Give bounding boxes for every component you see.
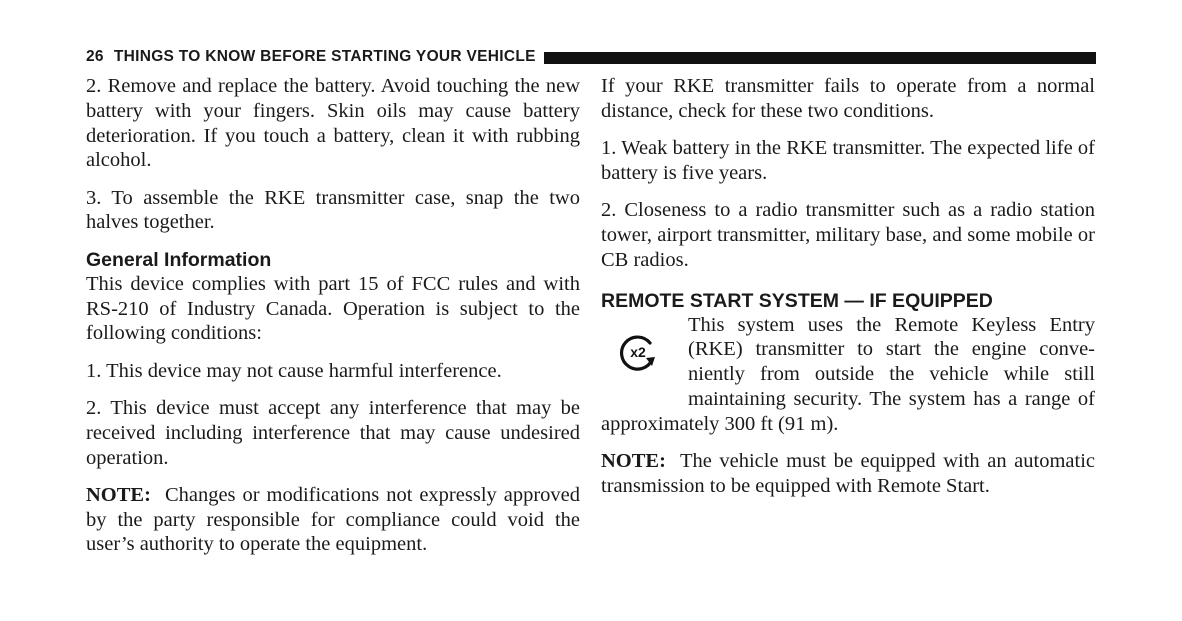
remote-start-note	[601, 449, 1095, 499]
icon-label: x2	[630, 343, 646, 360]
rke-intro: If your RKE transmitter fails to operate from a normal distance, check for these two conditions.	[601, 75, 1095, 122]
header-rule	[544, 52, 1096, 64]
note-text: The vehicle must be equipped with an automatic transmission to be equipped with Remote Start.	[601, 450, 1095, 497]
page-number: 26	[86, 48, 104, 65]
general-information-heading: General Information	[86, 248, 272, 271]
remote-start-x2-icon	[617, 333, 661, 373]
condition-2: 2. This device must accept any interference that may be received including interference that may cause undesired operation.	[86, 396, 580, 469]
rke-condition-1: 1. Weak battery in the RKE transmitter. The expected life of battery is five years.	[601, 137, 1095, 184]
remote-start-text: This system uses the Remote Keyless Entry (RKE) transmitter to start the engine conveniently from outside the vehicle while still maintaining security. The system has a range of approximately 300 ft (91 m).	[601, 313, 1095, 435]
note-label: NOTE:	[601, 450, 666, 473]
right-column	[601, 74, 1095, 511]
rke-condition-2: 2. Closeness to a radio transmitter such as a radio station tower, airport transmitter, military base, and some mobile or CB radios.	[601, 199, 1095, 271]
note-text: Changes or modifications not expressly approved by the party responsible for compliance could void the user’s authority to operate the equipment.	[86, 483, 580, 556]
fcc-compliance-text: This device complies with part 15 of FCC rules and with RS-210 of Industry Canada. Operation is subject to the following conditions:	[86, 272, 580, 345]
note-label: NOTE:	[86, 483, 151, 506]
remote-start-heading: REMOTE START SYSTEM — IF EQUIPPED	[601, 289, 993, 312]
remote-start-block	[601, 313, 1095, 499]
page-header	[86, 46, 1096, 68]
remote-start-icon	[601, 313, 688, 409]
left-column	[86, 74, 580, 557]
battery-step-3: 3. To assemble the RKE transmitter case, snap the two halves together.	[86, 186, 580, 234]
battery-step-2: 2. Remove and replace the battery. Avoid touching the new battery with your fingers. Skin oils may cause battery deterioration. If you touch a battery, clean it with rubbing alcohol.	[86, 75, 580, 172]
fcc-note	[86, 483, 580, 557]
header-title: THINGS TO KNOW BEFORE STARTING YOUR VEHICLE	[113, 48, 536, 65]
condition-1: 1. This device may not cause harmful interference.	[86, 359, 502, 382]
header-text	[86, 48, 536, 66]
